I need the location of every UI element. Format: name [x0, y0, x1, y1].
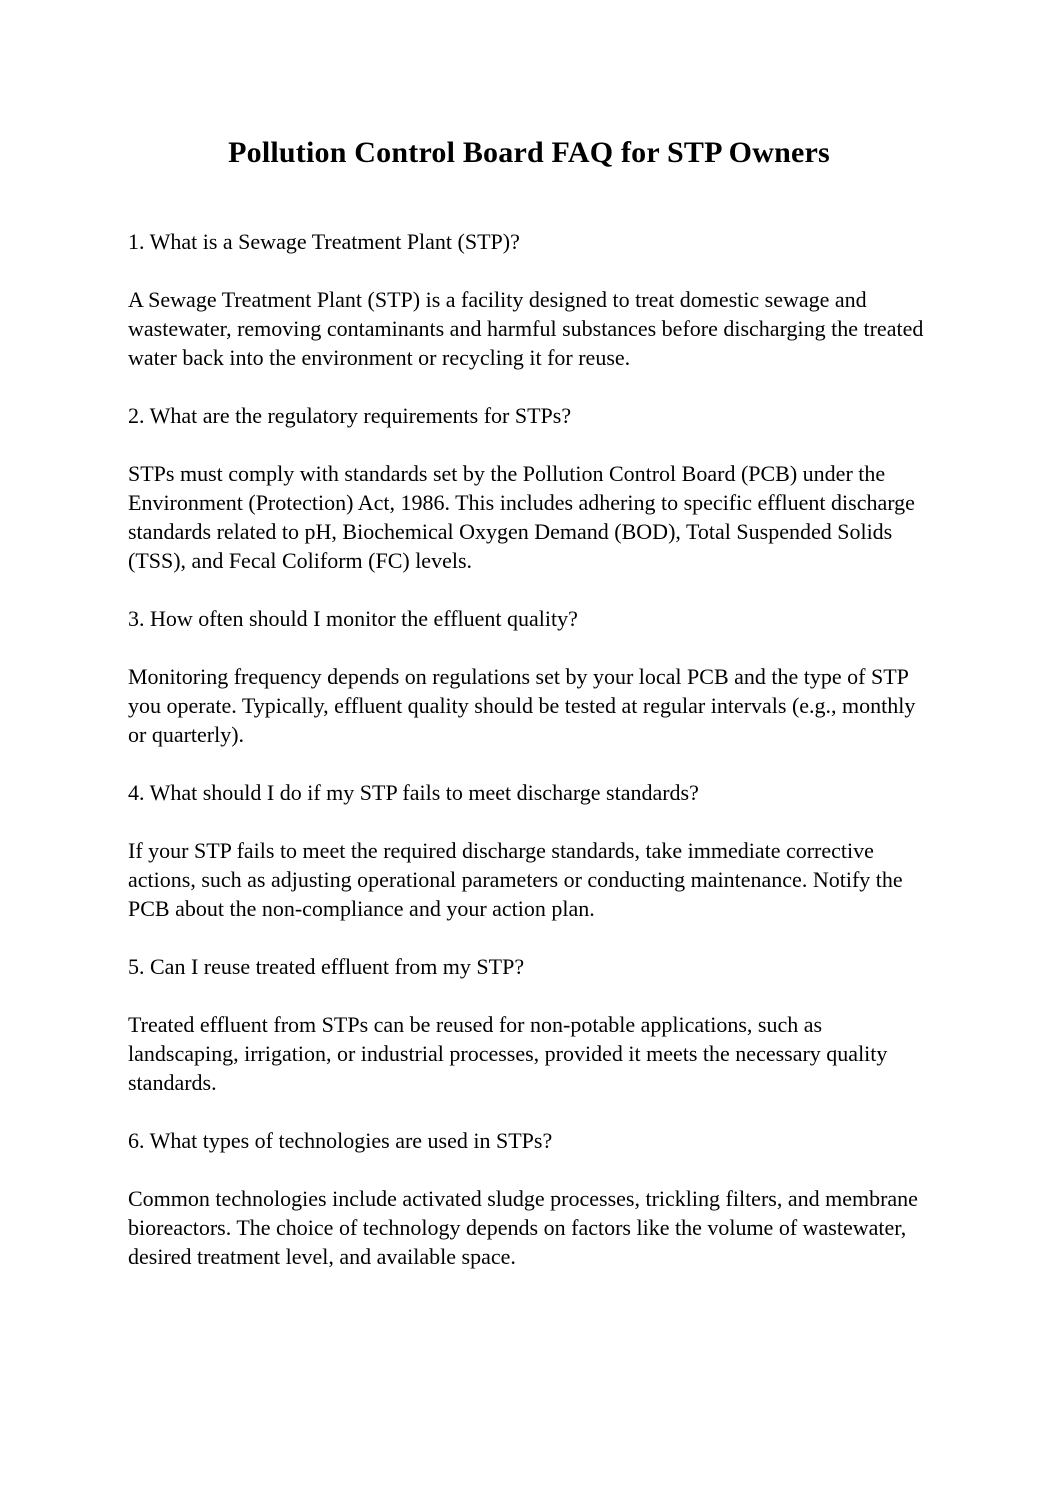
faq-item	[128, 952, 930, 1097]
faq-question: 5. Can I reuse treated effluent from my STP?	[128, 954, 525, 979]
faq-answer: A Sewage Treatment Plant (STP) is a facility designed to treat domestic sewage and wastewater, removing contaminants and harmful substances before discharging the treated water back into the environment or recycling it for reuse.	[128, 287, 924, 370]
faq-answer: Common technologies include activated sludge processes, trickling filters, and membrane bioreactors. The choice of technology depends on factors like the volume of wastewater, desired treatment level, and available space.	[128, 1186, 918, 1269]
document-title: Pollution Control Board FAQ for STP Owners	[228, 136, 830, 169]
faq-question: 4. What should I do if my STP fails to meet discharge standards?	[128, 780, 699, 805]
faq-answer: Treated effluent from STPs can be reused for non-potable applications, such as landscaping, irrigation, or industrial processes, provided it meets the necessary quality standards.	[128, 1012, 888, 1095]
faq-question: 2. What are the regulatory requirements for STPs?	[128, 403, 572, 428]
faq-item	[128, 1126, 930, 1271]
faq-item	[128, 401, 930, 575]
faq-answer: Monitoring frequency depends on regulations set by your local PCB and the type of STP you operate. Typically, effluent quality should be tested at regular intervals (e.g., monthly or quarterly).	[128, 664, 916, 747]
faq-question: 6. What types of technologies are used in STPs?	[128, 1128, 553, 1153]
faq-question: 1. What is a Sewage Treatment Plant (STP)?	[128, 229, 520, 254]
faq-item	[128, 604, 930, 749]
faq-item	[128, 227, 930, 372]
faq-question: 3. How often should I monitor the effluent quality?	[128, 606, 578, 631]
faq-item	[128, 778, 930, 923]
faq-answer: STPs must comply with standards set by the Pollution Control Board (PCB) under the Environment (Protection) Act, 1986. This includes adhering to specific effluent discharge standards related to pH, Biochemical Oxygen Demand (BOD), Total Suspended Solids (TSS), and Fecal Coliform (FC) levels.	[128, 461, 915, 573]
faq-answer: If your STP fails to meet the required discharge standards, take immediate corrective actions, such as adjusting operational parameters or conducting maintenance. Notify the PCB about the non-compliance and your action plan.	[128, 838, 903, 921]
